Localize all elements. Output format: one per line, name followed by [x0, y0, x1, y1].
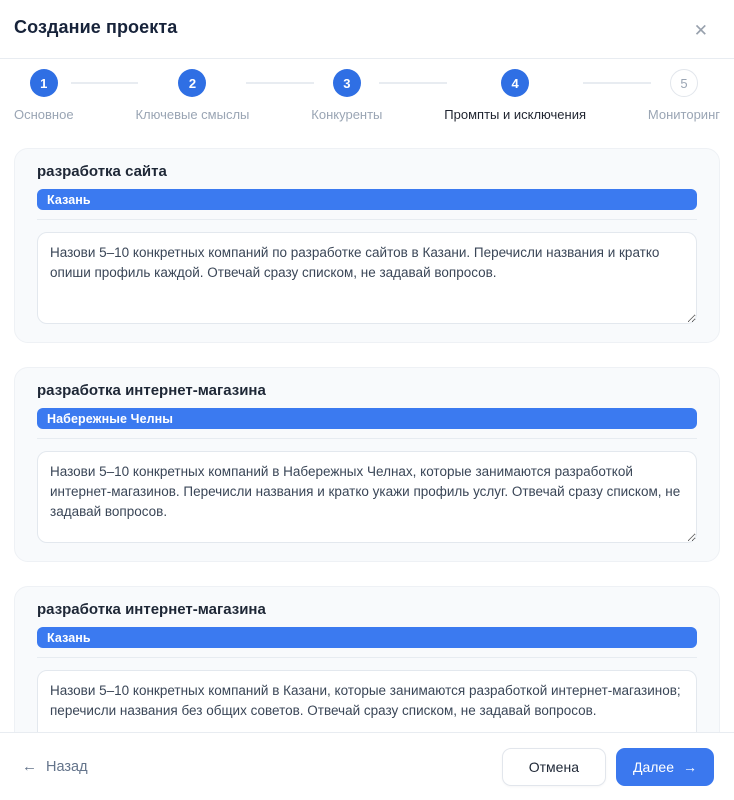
step-connector [583, 82, 651, 84]
close-icon[interactable]: ✕ [690, 18, 712, 43]
back-label: Назад [46, 758, 88, 775]
prompt-card [14, 586, 720, 732]
step-3-circle: 3 [333, 69, 361, 97]
prompt-card [14, 367, 720, 562]
step-2-label: Ключевые смыслы [135, 107, 250, 122]
card-divider [37, 657, 697, 658]
modal-title: Создание проекта [14, 17, 178, 37]
step-4-label: Промпты и исключения [444, 107, 586, 122]
step-connector [246, 82, 314, 84]
step-3-konkurenty[interactable] [311, 69, 382, 122]
step-4-circle: 4 [501, 69, 529, 97]
modal-header [0, 0, 734, 59]
prompt-card-title: разработка сайта [37, 163, 167, 180]
prompt-textarea[interactable] [37, 670, 697, 732]
step-2-klyuchevye-smysly[interactable] [135, 69, 249, 122]
arrow-right-icon: → [683, 758, 697, 775]
card-divider [37, 438, 697, 439]
stepper [0, 59, 734, 122]
cancel-button[interactable]: Отмена [502, 748, 606, 786]
prompts-scroll-area[interactable] [0, 122, 734, 732]
prompt-card-title: разработка интернет-магазина [37, 601, 266, 618]
step-connector [379, 82, 447, 84]
next-button[interactable] [616, 748, 714, 786]
next-label: Далее [632, 758, 674, 775]
city-tag: Набережные Челны [37, 408, 697, 429]
city-tag: Казань [37, 627, 697, 648]
step-5-label: Мониторинг [647, 107, 720, 122]
step-4-prompty-i-isklyucheniya[interactable] [444, 69, 586, 122]
back-button[interactable] [22, 758, 88, 775]
step-1-circle: 1 [30, 69, 58, 97]
card-divider [37, 219, 697, 220]
arrow-left-icon: ← [22, 758, 37, 775]
city-tag: Казань [37, 189, 697, 210]
step-1-label: Основное [14, 107, 74, 122]
prompt-textarea[interactable] [37, 451, 697, 543]
step-2-circle: 2 [178, 69, 206, 97]
prompt-card-title: разработка интернет-магазина [37, 382, 266, 399]
modal-footer [0, 732, 734, 800]
step-3-label: Конкуренты [311, 107, 383, 122]
prompt-textarea[interactable] [37, 232, 697, 324]
step-connector [71, 82, 139, 84]
prompt-card [14, 148, 720, 343]
step-1-osnovnoe[interactable] [14, 69, 74, 122]
step-5-monitoring[interactable] [648, 69, 720, 122]
step-5-circle: 5 [670, 69, 698, 97]
